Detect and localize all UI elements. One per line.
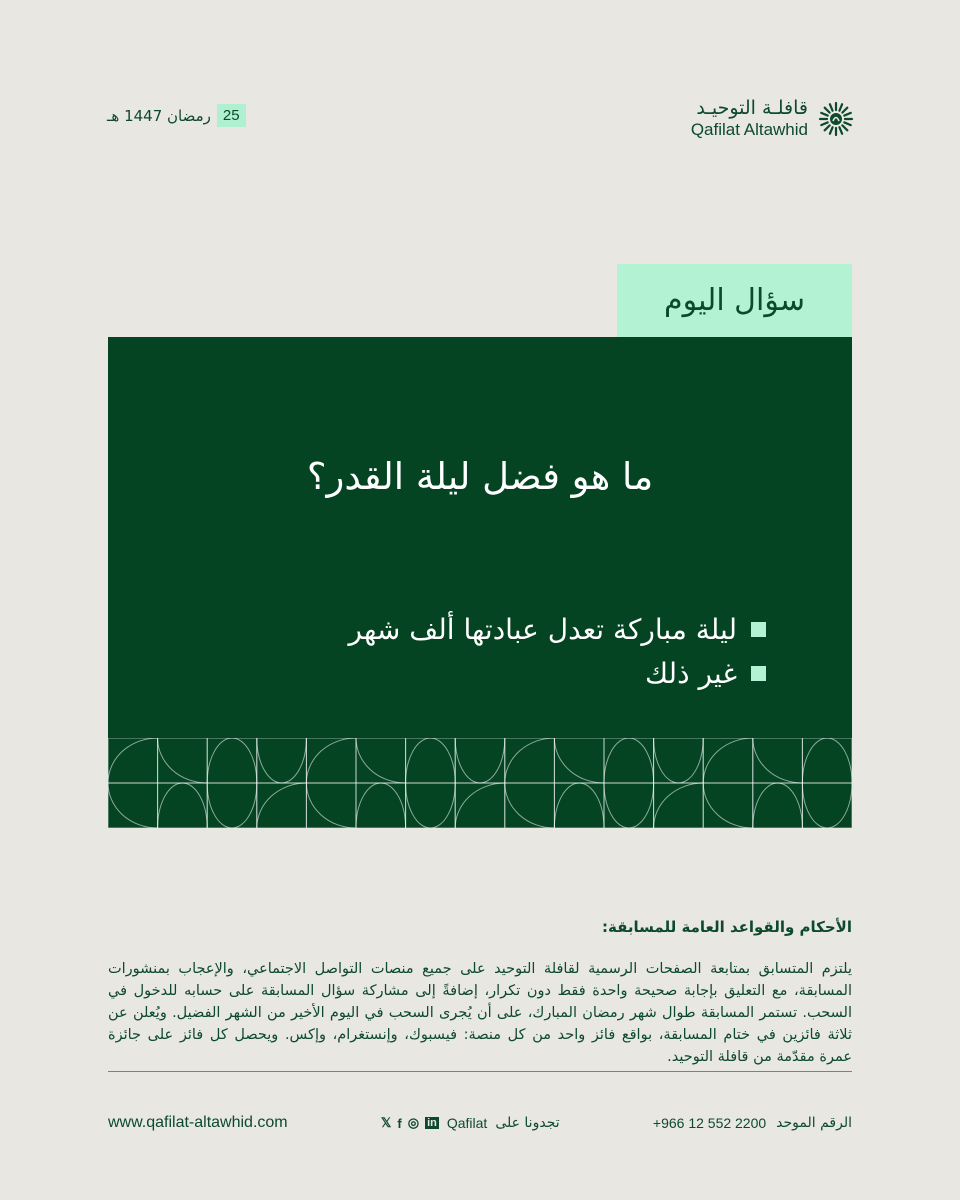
- option-label: غير ذلك: [644, 656, 737, 690]
- facebook-icon[interactable]: f: [397, 1115, 402, 1131]
- x-icon[interactable]: 𝕏: [380, 1115, 392, 1130]
- follow-handle: Qafilat: [446, 1115, 488, 1131]
- answer-option[interactable]: [349, 651, 766, 695]
- answer-options: [349, 607, 766, 695]
- social-icons: [381, 1115, 439, 1131]
- question-text: ما هو فضل ليلة القدر؟: [306, 455, 654, 498]
- rules-title: الأحكام والقواعد العامة للمسابقة:: [602, 918, 852, 936]
- footer: [108, 1110, 852, 1136]
- phone-info: [653, 1115, 852, 1131]
- rules-body: يلتزم المتسابق بمتابعة الصفحات الرسمية لقافلة التوحيد على جميع منصات التواصل الاجتماعي، والإعجاب بمنشورات المسابقة، مع التعليق بإجابة صحيحة واحدة فقط دون تكرار، إضافةً إلى مشاركة سؤال المسابقة على حسابه للدخول في السحب. تستمر المسابقة طوال شهر رمضان المبارك، على أن يُجرى السحب في اليوم الأخير من الشهر الفضيل. ويُعلن عن ثلاثة فائزين في ختام المسابقة، بواقع فائز واحد من كل منصة: فيسبوك، وإنستغرام، وإكس. ويحصل كل فائز على جائزة عمرة مقدّمة من قافلة التوحيد.: [108, 961, 852, 1065]
- phone-label: الرقم الموحد: [776, 1115, 852, 1131]
- sunburst-logo-icon: [818, 101, 854, 137]
- social-follow: [381, 1115, 560, 1131]
- decorative-arc-pattern: [108, 738, 852, 828]
- divider: [108, 1071, 852, 1072]
- date: [107, 104, 246, 127]
- website-link[interactable]: www.qafilat-altawhid.com: [108, 1114, 288, 1131]
- brand-name-arabic: قافلـة التوحيـد: [696, 97, 808, 119]
- instagram-icon[interactable]: ◎: [407, 1115, 420, 1130]
- date-month-year: رمضان 1447 هـ: [107, 106, 211, 125]
- option-label: ليلة مباركة تعدل عبادتها ألف شهر: [348, 612, 737, 646]
- option-bullet-icon: [751, 622, 766, 637]
- answer-option[interactable]: [349, 607, 766, 651]
- option-bullet-icon: [751, 666, 766, 681]
- linkedin-icon[interactable]: in: [427, 1117, 437, 1129]
- brand-text: [691, 98, 808, 139]
- daily-question-tag: سؤال اليوم: [617, 264, 852, 337]
- brand: [691, 98, 854, 139]
- date-day-badge: 25: [217, 104, 246, 127]
- follow-label: تجدونا على: [495, 1115, 560, 1131]
- phone-number[interactable]: +966 12 552 2200: [652, 1115, 767, 1131]
- brand-name-english: Qafilat Altawhid: [690, 119, 808, 139]
- question-card: [108, 337, 852, 828]
